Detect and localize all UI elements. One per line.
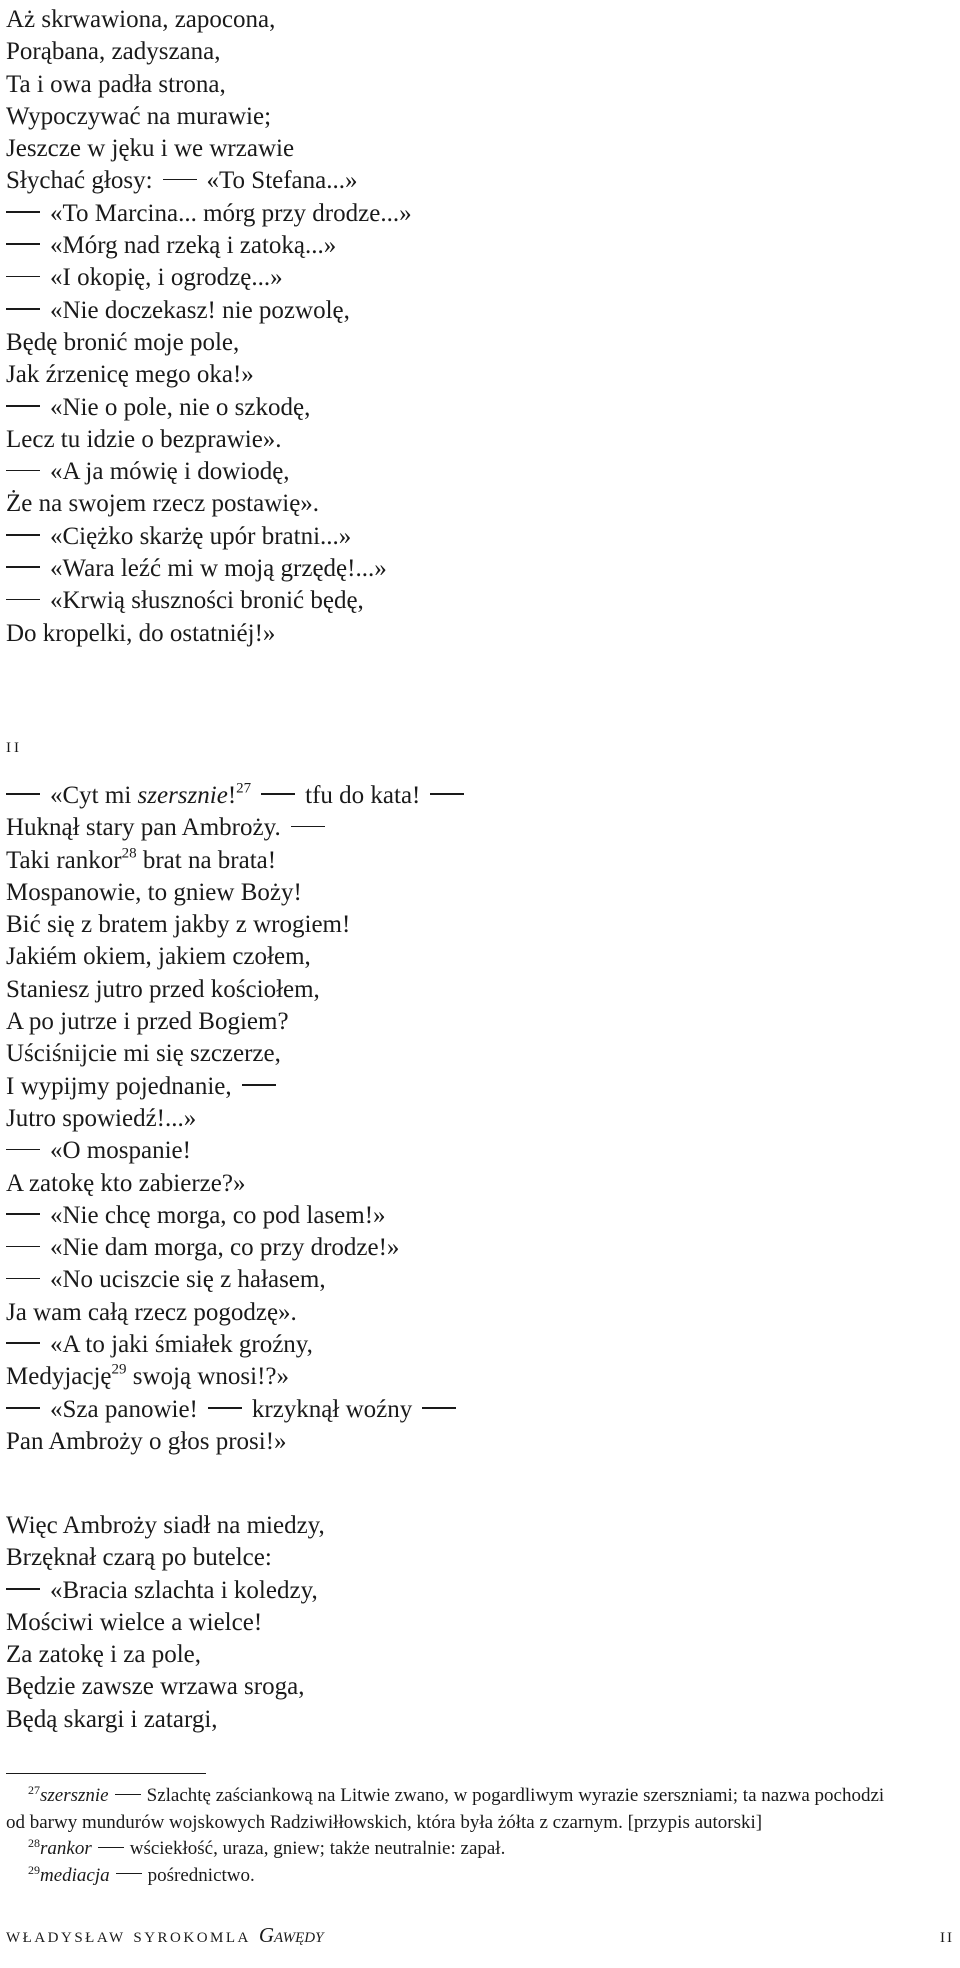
em-dash <box>6 1213 40 1215</box>
footnote-number: 27 <box>28 1782 40 1797</box>
poem-line: «Sza panowie! krzyknął woźny <box>6 1394 464 1426</box>
section-number: ii <box>6 733 22 757</box>
poem-line: «A to jaki śmiałek groźny, <box>6 1329 464 1361</box>
page-number: ii <box>940 1923 954 1947</box>
em-dash <box>291 826 325 828</box>
poem-line: Ja wam całą rzecz pogodzę». <box>6 1298 297 1326</box>
footnote-number: 29 <box>28 1862 40 1877</box>
poem-line: «Bracia szlachta i koledzy, <box>6 1575 325 1607</box>
footnote-number: 28 <box>28 1835 40 1850</box>
poem-line: Porąbana, zadyszana, <box>6 38 221 66</box>
poem-line: «Nie o pole, nie o szkodę, <box>6 392 412 424</box>
poem-line: «I okopię, i ogrodzę...» <box>6 262 412 294</box>
em-dash <box>6 1342 40 1344</box>
poem-line: Brzęknał czarą po butelce: <box>6 1544 272 1572</box>
running-footer-author <box>6 1923 323 1948</box>
poem-line: «Cyt mi szersznie!$^{27}$ tfu do kata! <box>6 780 464 812</box>
em-dash <box>6 405 40 407</box>
poem-line: Jeszcze w jęku i we wrzawie <box>6 135 295 163</box>
footnote-line: $^{29}$mediacja pośrednictwo. <box>28 1862 255 1886</box>
poem-line: Będę bronić moje pole, <box>6 328 240 356</box>
em-dash <box>6 1246 40 1248</box>
poem-line: Uściśnijcie mi się szczerze, <box>6 1040 281 1068</box>
poem-line: Huknął stary pan Ambroży. <box>6 812 464 844</box>
em-dash <box>6 243 40 245</box>
poem-line: A zatokę kto zabierze?» <box>6 1169 246 1197</box>
em-dash <box>6 470 40 472</box>
poem-stanza-3 <box>6 1510 325 1736</box>
poem-line: «Nie chcę morga, co pod lasem!» <box>6 1200 464 1232</box>
poem-line: Jutro spowiedź!...» <box>6 1104 197 1132</box>
author-name: władysław syrokomla <box>6 1923 251 1947</box>
poem-line: I wypijmy pojednanie, <box>6 1071 464 1103</box>
footnote-marker: 29 <box>111 1361 127 1378</box>
poem-line: Będzie zawsze wrzawa sroga, <box>6 1673 305 1701</box>
footnote-line: $^{28}$rankor wściekłość, uraza, gniew; także neutralnie: zapał. <box>28 1835 506 1859</box>
poem-line: Lecz tu idzie o bezprawie». <box>6 425 282 453</box>
poem-line: Mościwi wielce a wielce! <box>6 1608 263 1636</box>
poem-line: Mospanowie, to gniew Boży! <box>6 878 302 906</box>
poem-line: Więc Ambroży siadł na miedzy, <box>6 1512 325 1539</box>
footnotes <box>6 1783 954 1889</box>
poem-line: Ta i owa padła strona, <box>6 70 226 98</box>
poem-line: «No uciszcie się z hałasem, <box>6 1264 464 1296</box>
footnote-marker: 27 <box>236 780 252 797</box>
poem-stanza-2 <box>6 780 464 1458</box>
poem-line: «O mospanie! <box>6 1135 464 1167</box>
footnote-line: $^{27}$szersznie Szlachtę zaściankową na Litwie zwano, w pogardliwym wyrazie szerszniami; ta nazwa pochodzi <box>28 1782 885 1806</box>
poem-line: Pan Ambroży o głos prosi!» <box>6 1427 287 1455</box>
poem-line: Do kropelki, do ostatniéj!» <box>6 619 276 647</box>
em-dash <box>115 1794 141 1795</box>
em-dash <box>6 1278 40 1280</box>
em-dash <box>6 211 40 213</box>
em-dash <box>98 1847 124 1848</box>
poem-line: «Ciężko skarżę upór bratni...» <box>6 521 412 553</box>
em-dash <box>116 1873 142 1874</box>
poem-line: «A ja mówię i dowiodę, <box>6 456 412 488</box>
em-dash <box>242 1084 276 1086</box>
poem-line: «Nie dam morga, co przy drodze!» <box>6 1232 464 1264</box>
poem-line: «Nie doczekasz! nie pozwolę, <box>6 295 412 327</box>
poem-line: Staniesz jutro przed kościołem, <box>6 975 320 1003</box>
poem-line: Medyjację$^{29}$ swoją wnosi!?» <box>6 1361 289 1391</box>
em-dash <box>422 1407 456 1409</box>
em-dash <box>6 1588 40 1590</box>
poem-line: «Mórg nad rzeką i zatoką...» <box>6 230 412 262</box>
footnote-marker: 28 <box>121 845 137 862</box>
footnote-line: od barwy mundurów wojskowych Radziwiłłowskich, która była żółta z czarnym. [przypis autorski] <box>6 1811 763 1833</box>
poem-line: Jakiém okiem, jakiem czołem, <box>6 943 311 971</box>
em-dash <box>6 599 40 601</box>
em-dash <box>6 793 40 795</box>
em-dash <box>163 179 197 181</box>
running-footer <box>6 1923 954 1953</box>
book-title: Gawędy <box>258 1923 324 1947</box>
poem-line: Za zatokę i za pole, <box>6 1641 202 1669</box>
em-dash <box>6 534 40 536</box>
em-dash <box>6 1149 40 1151</box>
em-dash <box>430 793 464 795</box>
poem-line: «Krwią słuszności bronić będę, <box>6 585 412 617</box>
poem-line: Wypoczywać na murawie; <box>6 102 272 130</box>
poem-line: Jak źrzenicę mego oka!» <box>6 361 254 389</box>
em-dash <box>208 1407 242 1409</box>
poem-line: Aż skrwawiona, zapocona, <box>6 6 276 33</box>
em-dash <box>6 1407 40 1409</box>
poem-line: Będą skargi i zatargi, <box>6 1705 218 1733</box>
poem-line: Słychać głosy: «To Stefana...» <box>6 167 358 195</box>
poem-line: «To Marcina... mórg przy drodze...» <box>6 198 412 230</box>
em-dash <box>261 793 295 795</box>
poem-line: Taki rankor$^{28}$ brat na brata! <box>6 845 277 874</box>
poem-stanza-1 <box>6 4 412 650</box>
em-dash <box>6 276 40 278</box>
footnote-rule <box>6 1773 206 1774</box>
poem-line: «Wara leźć mi w moją grzędę!...» <box>6 553 412 585</box>
em-dash <box>6 566 40 568</box>
em-dash <box>6 308 40 310</box>
poem-line: Bić się z bratem jakby z wrogiem! <box>6 911 351 939</box>
poem-line: Że na swojem rzecz postawię». <box>6 490 320 518</box>
poem-line: A po jutrze i przed Bogiem? <box>6 1008 289 1036</box>
